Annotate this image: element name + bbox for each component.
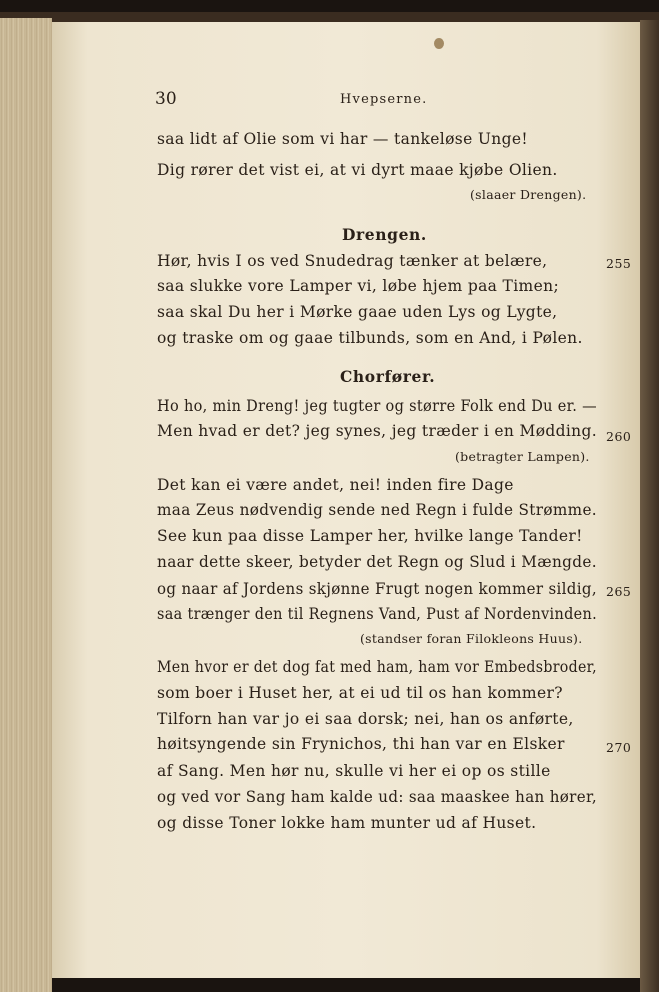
speaker-heading: Chorfører.: [340, 367, 436, 386]
stage-direction: (betragter Lampen).: [455, 449, 590, 464]
verse-line: og traske om og gaae tilbunds, som en And, i Pølen.: [157, 329, 583, 347]
verse-line: som boer i Huset her, at ei ud til os han kommer?: [157, 684, 563, 702]
line-number: 265: [606, 584, 632, 599]
verse-line: og naar af Jordens skjønne Frugt nogen kommer sildig,: [157, 580, 597, 598]
book-right-edge: [640, 20, 659, 992]
verse-line: og disse Toner lokke ham munter ud af Huset.: [157, 814, 537, 832]
verse-line: og ved vor Sang ham kalde ud: saa maaskee han hører,: [157, 788, 597, 806]
verse-line: saa slukke vore Lamper vi, løbe hjem paa Timen;: [157, 277, 560, 295]
running-title: Hvepserne.: [340, 92, 428, 107]
verse-line: Dig rører det vist ei, at vi dyrt maae kjøbe Olien.: [157, 161, 558, 179]
stage-direction: (slaaer Drengen).: [470, 187, 587, 202]
page-stack-edge: [0, 18, 52, 992]
line-number: 255: [606, 256, 632, 271]
verse-line: høitsyngende sin Frynichos, thi han var en Elsker: [157, 735, 565, 753]
verse-line: saa lidt af Olie som vi har — tankeløse Unge!: [157, 130, 529, 148]
verse-line: saa skal Du her i Mørke gaae uden Lys og Lygte,: [157, 303, 558, 321]
verse-line: See kun paa disse Lamper her, hvilke lange Tander!: [157, 527, 583, 545]
verse-line: naar dette skeer, betyder det Regn og Slud i Mængde.: [157, 553, 597, 571]
verse-line: Det kan ei være andet, nei! inden fire Dage: [157, 476, 514, 494]
stage-direction: (standser foran Filokleons Huus).: [360, 631, 583, 646]
verse-line: Men hvad er det? jeg synes, jeg træder i en Mødding.: [157, 422, 597, 440]
book-top-edge: [0, 12, 659, 22]
line-number: 270: [606, 740, 632, 755]
verse-line: Men hvor er det dog fat med ham, ham vor Embedsbroder,: [157, 658, 597, 676]
verse-line: saa trænger den til Regnens Vand, Pust af Nordenvinden.: [157, 605, 597, 623]
verse-line: Ho ho, min Dreng! jeg tugter og større Folk end Du er. —: [157, 397, 597, 415]
verse-line: Tilforn han var jo ei saa dorsk; nei, han os anførte,: [157, 710, 574, 728]
verse-line: maa Zeus nødvendig sende ned Regn i fulde Strømme.: [157, 501, 597, 519]
speaker-heading: Drengen.: [342, 225, 427, 244]
line-number: 260: [606, 429, 632, 444]
page-number: 30: [155, 89, 177, 109]
ink-stain: [434, 38, 444, 49]
verse-line: Hør, hvis I os ved Snudedrag tænker at belære,: [157, 252, 548, 270]
verse-line: af Sang. Men hør nu, skulle vi her ei op os stille: [157, 762, 551, 780]
